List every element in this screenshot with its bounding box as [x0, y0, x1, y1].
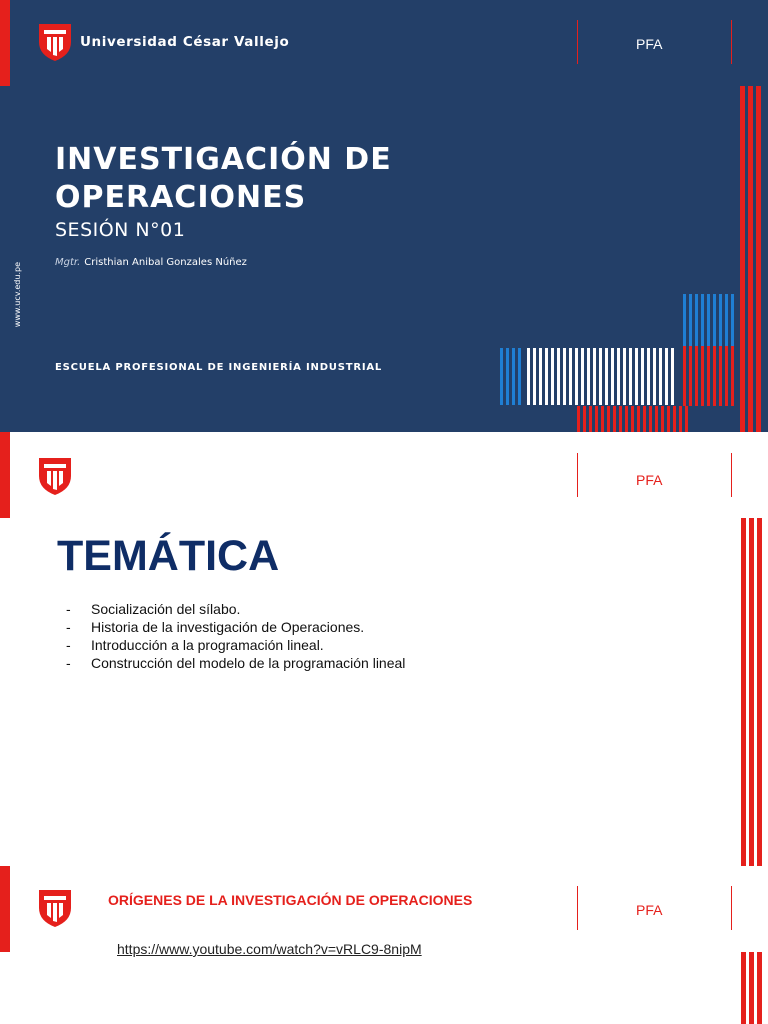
left-red-accent: [0, 0, 10, 86]
header-divider-right: [731, 886, 732, 930]
course-title-line2: OPERACIONES: [55, 180, 307, 215]
decorative-red-stripes: [740, 518, 768, 866]
red-bars-bottom: [577, 406, 688, 432]
pfa-badge: PFA: [636, 472, 663, 488]
cover-slide: [0, 0, 768, 432]
header-divider-left: [577, 20, 578, 64]
red-vertical-bars: [740, 86, 761, 432]
left-red-accent: [0, 866, 10, 952]
course-title: [55, 141, 392, 217]
red-bars-mid: [683, 346, 734, 406]
blue-bars-left: [500, 348, 521, 405]
ucv-shield-logo-icon: [38, 888, 72, 928]
school-name: ESCUELA PROFESIONAL DE INGENIERÍA INDUSTRIAL: [55, 362, 383, 373]
youtube-link[interactable]: https://www.youtube.com/watch?v=vRLC9-8nipM: [117, 941, 422, 957]
pfa-badge: PFA: [636, 902, 663, 918]
list-item: - Construcción del modelo de la programación lineal: [66, 655, 406, 671]
topic-list: [66, 600, 405, 672]
decorative-stripes: [495, 84, 768, 432]
course-title-line1: INVESTIGACIÓN DE: [55, 142, 392, 177]
blue-bars-top: [683, 294, 734, 346]
list-item: - Introducción a la programación lineal.: [66, 637, 324, 653]
left-red-accent: [0, 432, 10, 518]
decorative-red-stripes: [740, 952, 768, 1024]
header-divider-left: [577, 886, 578, 930]
session-number: SESIÓN N°01: [55, 219, 186, 241]
white-bars: [527, 348, 674, 405]
author-name: Cristhian Anibal Gonzales Núñez: [84, 257, 247, 268]
website-label: www.ucv.edu.pe: [13, 262, 22, 328]
list-item: - Socialización del sílabo.: [66, 601, 241, 617]
list-item: - Historia de la investigación de Operaciones.: [66, 619, 365, 635]
author-prefix: Mgtr.: [55, 257, 81, 268]
header-divider-left: [577, 453, 578, 497]
pfa-badge: PFA: [636, 36, 663, 52]
author-line: [55, 257, 247, 268]
section-heading: ORÍGENES DE LA INVESTIGACIÓN DE OPERACIONES: [108, 892, 473, 908]
header-divider-right: [731, 453, 732, 497]
ucv-shield-logo-icon: [38, 22, 72, 62]
ucv-shield-logo-icon: [38, 456, 72, 496]
header-divider-right: [731, 20, 732, 64]
section-heading: TEMÁTICA: [57, 532, 280, 580]
university-name: Universidad César Vallejo: [80, 34, 290, 50]
topics-slide: [0, 432, 768, 866]
origins-slide: [0, 866, 768, 1024]
